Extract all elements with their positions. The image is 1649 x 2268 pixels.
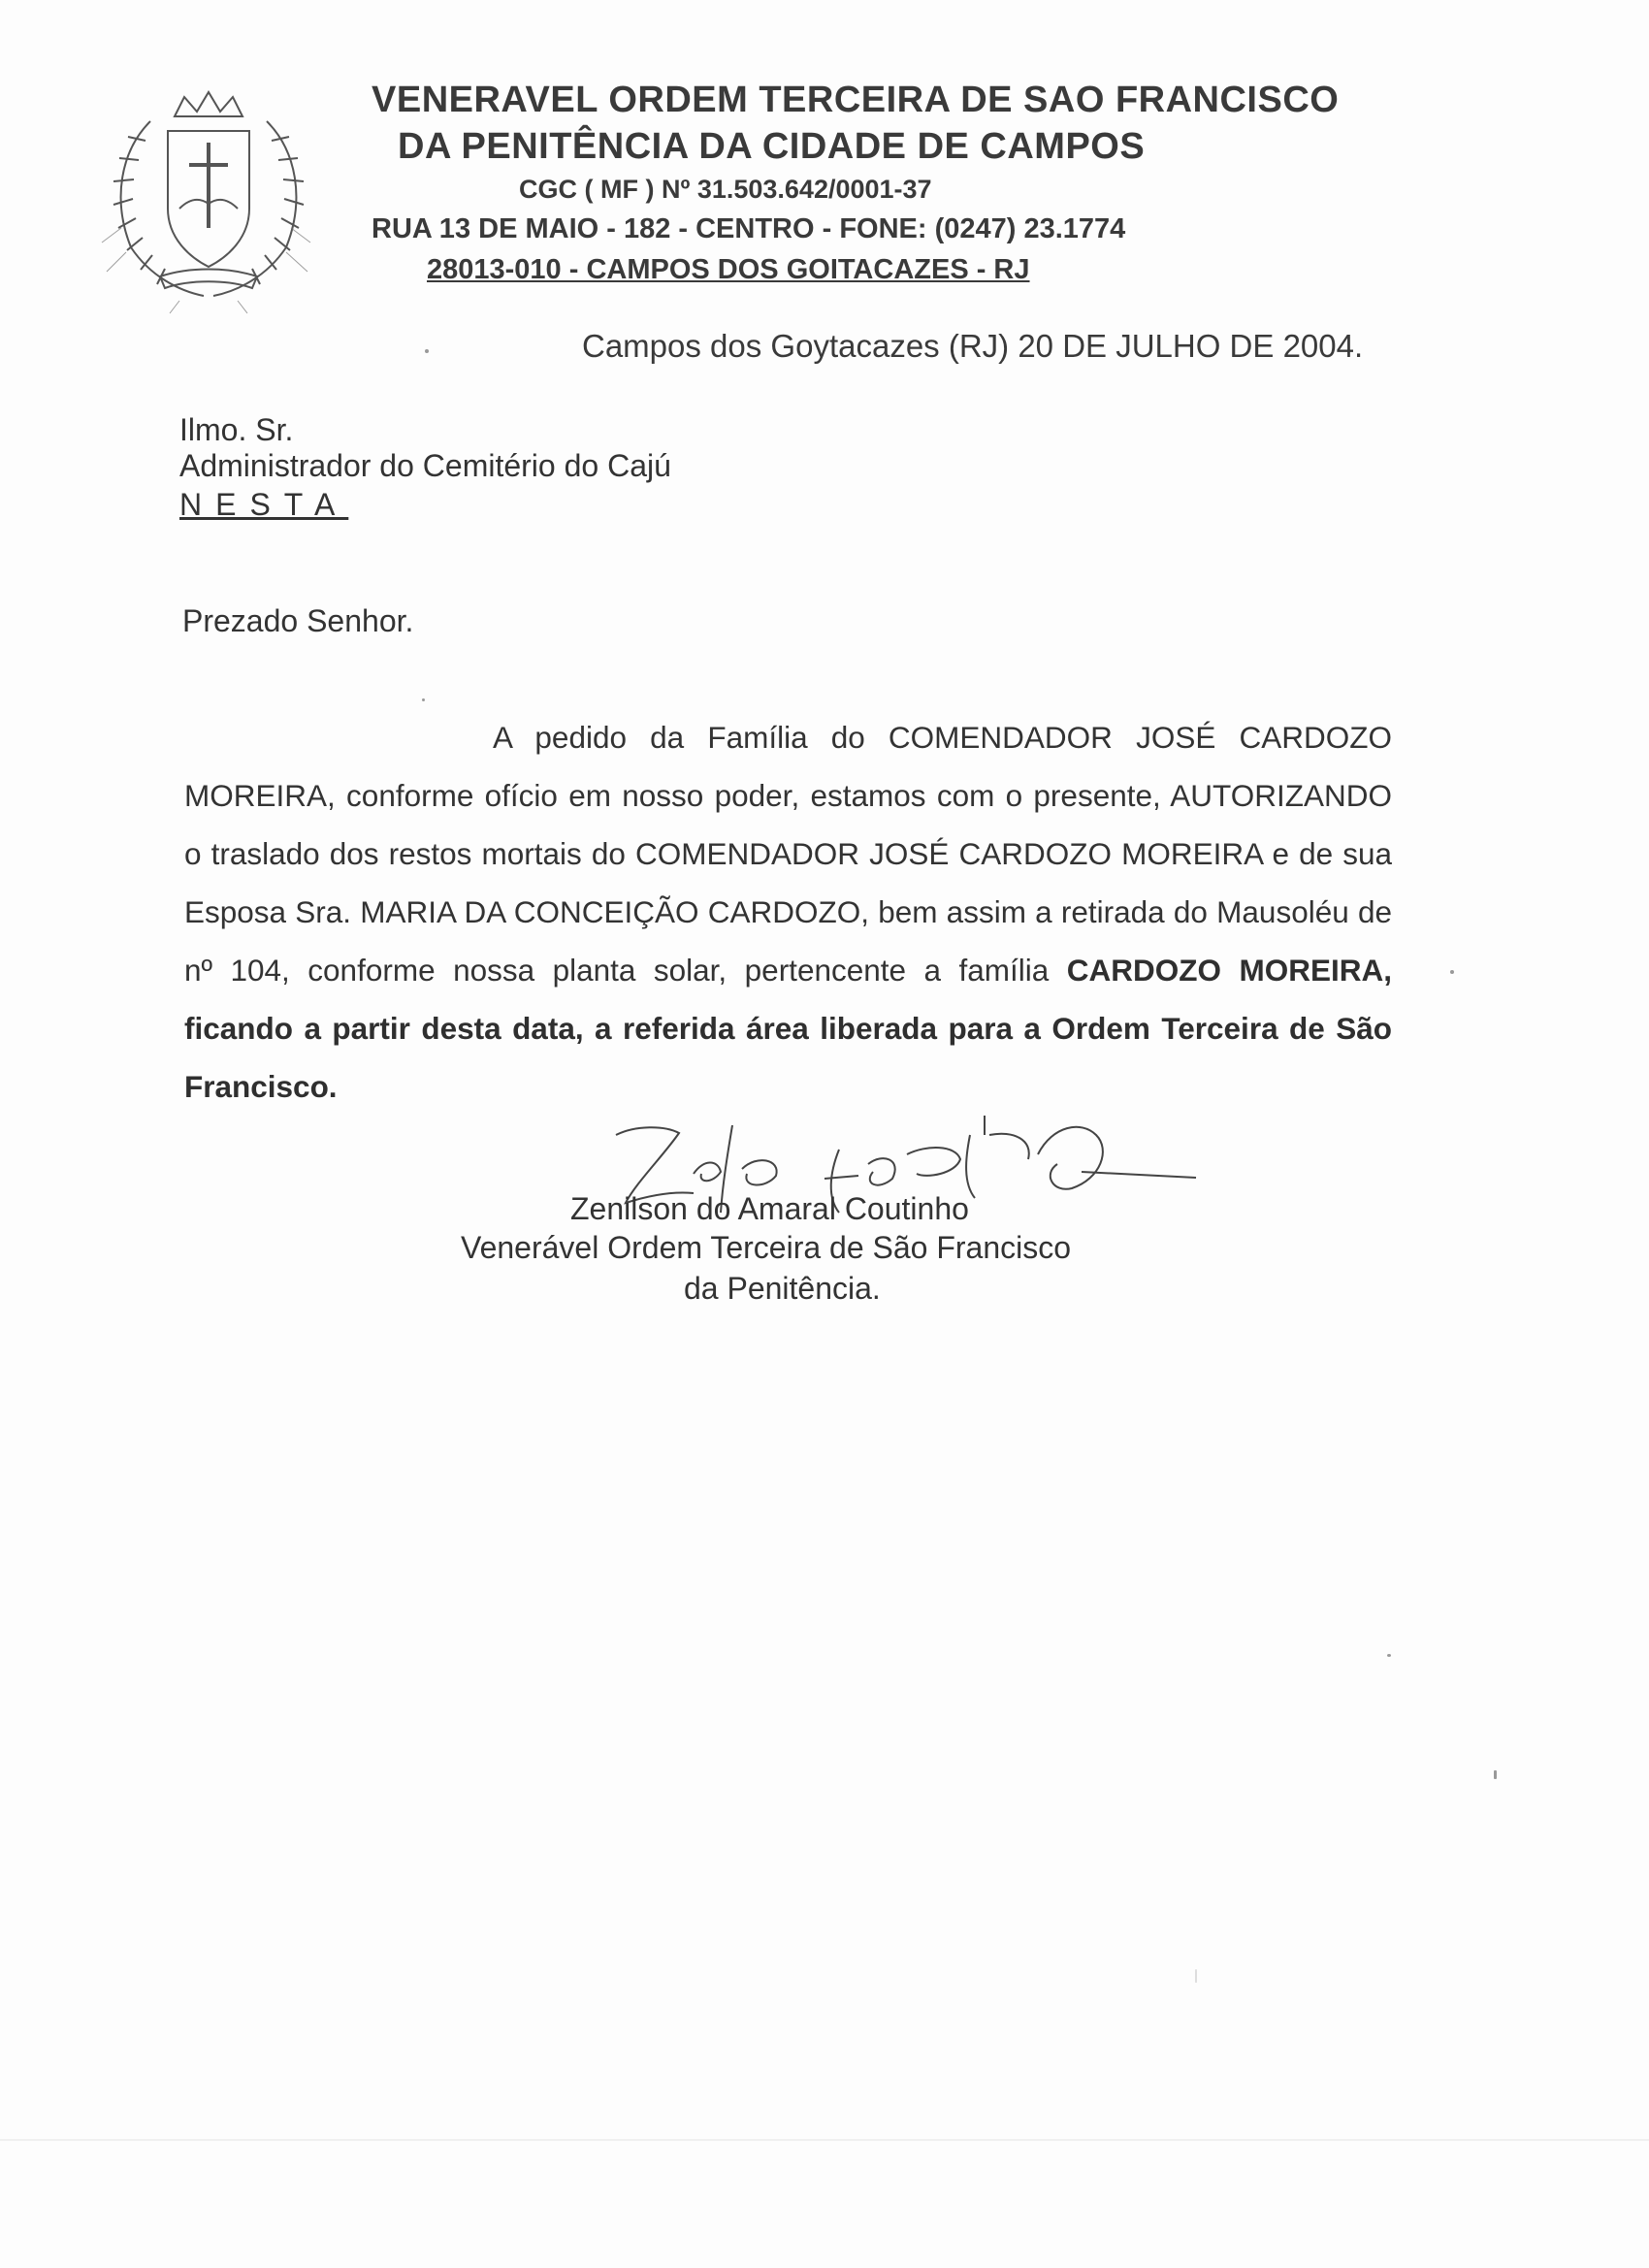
organization-cgc: CGC ( MF ) Nº 31.503.642/0001-37	[519, 175, 932, 204]
organization-address: RUA 13 DE MAIO - 182 - CENTRO - FONE: (0247) 23.1774	[372, 213, 1126, 244]
letter-date: Campos dos Goytacazes (RJ) 20 DE JULHO DE 2004.	[582, 328, 1364, 364]
signer-organization-line-2: da Penitência.	[684, 1271, 881, 1306]
addressee-title: Ilmo. Sr.	[179, 412, 294, 447]
organization-cep-city: 28013-010 - CAMPOS DOS GOITACAZES - RJ	[427, 254, 1030, 285]
addressee-position: Administrador do Cemitério do Cajú	[179, 448, 671, 483]
letter-body-regular: A pedido da Família do COMENDADOR JOSÉ CARDOZO MOREIRA, conforme ofício em nosso poder, estamos com o presente, AUTORIZANDO o traslado dos restos mortais do COMENDADOR JOSÉ CARDOZO MOREIRA e de sua Esposa Sra. MARIA DA CONCEIÇÃO CARDOZO, bem assim a retirada do Mausoléu de nº 104, conforme nossa planta solar, pertencente a família	[184, 720, 1392, 988]
organization-name-line-1: VENERAVEL ORDEM TERCEIRA DE SAO FRANCISCO	[372, 80, 1340, 120]
salutation: Prezado Senhor.	[182, 603, 414, 638]
signer-name: Zenilson do Amaral Coutinho	[570, 1191, 969, 1226]
letter-body	[184, 708, 1392, 1116]
addressee-nesta: NESTA	[179, 487, 349, 522]
scan-edge-line	[0, 2139, 1649, 2141]
organization-name-line-2: DA PENITÊNCIA DA CIDADE DE CAMPOS	[398, 126, 1146, 167]
letter-body-bold: CARDOZO MOREIRA, ficando a partir desta data, a referida área liberada para a Ordem Terceira de São Francisco.	[184, 953, 1392, 1104]
seal-icon	[92, 82, 325, 315]
signer-organization: Venerável Ordem Terceira de São Francisco	[461, 1230, 1072, 1265]
